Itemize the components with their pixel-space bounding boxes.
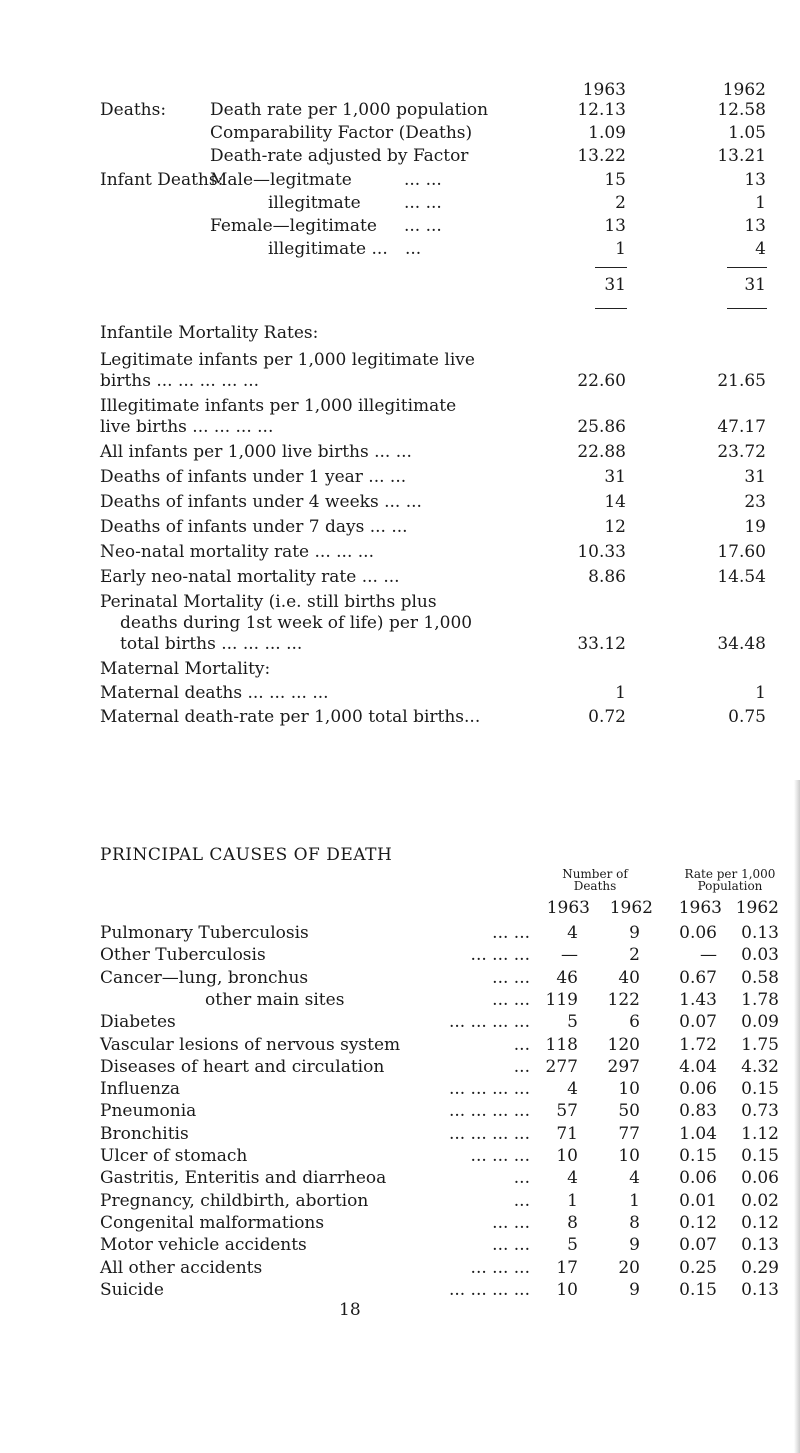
cause-row-n1963: — — [561, 945, 578, 966]
cause-row-r1963: 0.15 — [679, 1279, 717, 1300]
infantile-row-1962: 23.72 — [717, 442, 766, 462]
infantile-row-1962: 23 — [744, 492, 766, 512]
cause-row-dots: ... ... — [492, 1235, 530, 1256]
year-col-r1963: 1963 — [678, 898, 722, 918]
infant-deaths-total-1962: 31 — [744, 275, 766, 295]
cause-row-r1962: 1.78 — [741, 989, 779, 1010]
total-rule-1963 — [595, 308, 627, 309]
deaths-row-1962: 13.21 — [717, 146, 766, 166]
infantile-row-label: All infants per 1,000 live births ... ... — [100, 442, 412, 462]
infantile-row-line1: Legitimate infants per 1,000 legitimate live — [100, 350, 475, 370]
cause-row-dots: ... — [513, 1034, 530, 1055]
cause-row-label: Bronchitis — [100, 1123, 189, 1144]
cause-row-dots: ... — [513, 1190, 530, 1211]
cause-row-r1962: 0.13 — [741, 1279, 779, 1300]
cause-row-r1963: 4.04 — [679, 1056, 717, 1077]
cause-row-label: Other Tuberculosis — [100, 945, 266, 966]
cause-row-r1963: 0.07 — [679, 1012, 717, 1033]
cause-row-r1963: 1.43 — [679, 989, 717, 1010]
infantile-row-1963: 8.86 — [588, 567, 626, 587]
infant-deaths-row-label: Male—legitmate — [210, 170, 352, 190]
infantile-row-1963: 25.86 — [577, 417, 626, 437]
infant-deaths-label: Infant Deaths: — [100, 170, 224, 190]
infantile-heading: Infantile Mortality Rates: — [100, 323, 319, 343]
cause-row-dots: ... ... — [492, 967, 530, 988]
cause-row-r1962: 0.58 — [741, 967, 779, 988]
infantile-row-1962: 21.65 — [717, 371, 766, 391]
cause-row-n1963: 1 — [567, 1190, 578, 1211]
year-col-n1963: 1963 — [546, 898, 590, 918]
cause-row-r1963: 0.01 — [679, 1190, 717, 1211]
deaths-row-1963: 1.09 — [588, 123, 626, 143]
deaths-label: Deaths: — [100, 100, 167, 120]
cause-row-r1962: 0.29 — [741, 1257, 779, 1278]
cause-row-r1962: 0.73 — [741, 1101, 779, 1122]
col-group-deaths-line2: Deaths — [573, 879, 617, 893]
deaths-row-label: Comparability Factor (Deaths) — [210, 123, 473, 143]
infant-deaths-row-1962: 4 — [755, 239, 766, 259]
infantile-row-label: Neo-natal mortality rate ... ... ... — [100, 542, 374, 562]
infantile-row-1963: 31 — [604, 467, 626, 487]
maternal-row-1963: 1 — [615, 683, 626, 703]
cause-row-r1962: 1.12 — [741, 1123, 779, 1144]
cause-row-n1963: 10 — [556, 1146, 578, 1166]
infantile-row-1963: 10.33 — [577, 542, 626, 562]
cause-row-n1963: 71 — [556, 1123, 578, 1144]
cause-row-label: Ulcer of stomach — [100, 1146, 248, 1166]
cause-row-r1962: 0.12 — [741, 1212, 779, 1233]
infant-deaths-row-1962: 13 — [744, 170, 766, 190]
cause-row-n1962: 40 — [618, 967, 640, 988]
infantile-row-line1: Perinatal Mortality (i.e. still births plus — [100, 592, 437, 612]
infantile-row-line1: Illegitimate infants per 1,000 illegitimate — [100, 396, 457, 416]
cause-row-dots: ... ... ... — [470, 1146, 530, 1166]
cause-row-label: Gastritis, Enteritis and diarrheoa — [100, 1168, 387, 1189]
causes-heading: PRINCIPAL CAUSES OF DEATH — [100, 845, 393, 865]
deaths-row-label: Death-rate adjusted by Factor — [210, 146, 469, 166]
infantile-row-1963: 33.12 — [577, 634, 626, 654]
cause-row-dots: ... ... ... ... — [448, 1079, 530, 1100]
year-header-1962: 1962 — [722, 80, 766, 100]
cause-row-n1963: 118 — [545, 1034, 578, 1055]
cause-row-r1963: 1.72 — [679, 1034, 717, 1055]
cause-row-n1963: 4 — [567, 1079, 578, 1100]
cause-row-r1962: 0.03 — [741, 945, 779, 966]
cause-row-r1962: 4.32 — [741, 1056, 779, 1077]
cause-row-r1963: 0.06 — [679, 923, 717, 943]
infant-deaths-row-dots: ... ... — [404, 216, 442, 236]
cause-row-dots: ... ... ... ... — [448, 1012, 530, 1033]
cause-row-n1963: 8 — [567, 1212, 578, 1233]
cause-row-r1962: 0.02 — [741, 1190, 779, 1211]
cause-row-n1962: 9 — [629, 1235, 640, 1256]
cause-row-label: Suicide — [100, 1279, 164, 1300]
infantile-row-line1b: deaths during 1st week of life) per 1,000 — [120, 613, 473, 633]
infant-deaths-row-label: Female—legitimate — [210, 216, 377, 236]
cause-row-r1963: 0.12 — [679, 1212, 717, 1233]
infantile-row-label: births ... ... ... ... ... — [100, 371, 260, 391]
infantile-row-1962: 14.54 — [717, 567, 766, 587]
cause-row-label: Cancer—lung, bronchus — [100, 967, 309, 988]
cause-row-n1963: 46 — [556, 967, 578, 988]
cause-row-n1962: 122 — [607, 989, 640, 1010]
cause-row-n1962: 1 — [629, 1190, 640, 1211]
cause-row-n1962: 77 — [618, 1123, 640, 1144]
cause-row-dots: ... ... ... — [470, 945, 530, 966]
cause-row-n1962: 9 — [629, 923, 640, 943]
cause-row-r1962: 0.13 — [741, 923, 779, 943]
cause-row-n1963: 277 — [545, 1056, 578, 1077]
cause-row-n1963: 57 — [556, 1101, 578, 1122]
infant-deaths-row-1962: 1 — [755, 193, 766, 213]
cause-row-r1962: 0.15 — [741, 1079, 779, 1100]
cause-row-n1963: 17 — [556, 1257, 578, 1278]
year-col-n1962: 1962 — [609, 898, 653, 918]
deaths-row-label: Death rate per 1,000 population — [210, 100, 489, 120]
cause-row-r1963: 0.07 — [679, 1235, 717, 1256]
infantile-row-1963: 22.88 — [577, 442, 626, 462]
infant-deaths-row-dots: ... ... — [404, 193, 442, 213]
subtotal-rule-1963 — [595, 267, 627, 268]
infantile-row-label: Early neo-natal mortality rate ... ... — [100, 567, 400, 587]
cause-row-label: Pulmonary Tuberculosis — [100, 923, 309, 943]
subtotal-rule-1962 — [727, 267, 767, 268]
infantile-row-label: total births ... ... ... ... — [120, 634, 303, 654]
infant-deaths-row-label: illegitmate — [268, 193, 361, 213]
cause-row-r1963: 0.67 — [679, 967, 717, 988]
infant-deaths-row-label: illegitimate ... — [268, 239, 388, 259]
cause-row-n1962: 50 — [618, 1101, 640, 1122]
infantile-row-label: Deaths of infants under 1 year ... ... — [100, 467, 407, 487]
cause-row-label: Pneumonia — [100, 1101, 197, 1122]
deaths-row-1962: 12.58 — [717, 100, 766, 120]
deaths-row-1963: 13.22 — [577, 146, 626, 166]
cause-row-r1962: 0.13 — [741, 1235, 779, 1256]
year-col-r1962: 1962 — [735, 898, 779, 918]
cause-row-n1963: 5 — [567, 1235, 578, 1256]
infant-deaths-row-1962: 13 — [744, 216, 766, 236]
cause-row-label: Influenza — [100, 1079, 181, 1100]
maternal-row-label: Maternal death-rate per 1,000 total births... — [100, 707, 481, 727]
deaths-row-1962: 1.05 — [728, 123, 766, 143]
infantile-row-1962: 47.17 — [717, 417, 766, 437]
cause-row-n1962: 10 — [618, 1146, 640, 1166]
cause-row-r1962: 0.15 — [741, 1146, 779, 1166]
infantile-row-1963: 12 — [604, 517, 626, 537]
cause-row-dots: ... ... ... ... — [448, 1123, 530, 1144]
col-group-rate-line2: Population — [697, 879, 763, 893]
cause-row-n1962: 9 — [629, 1279, 640, 1300]
deaths-row-1963: 12.13 — [577, 100, 626, 120]
cause-row-r1963: 1.04 — [679, 1123, 717, 1144]
cause-row-dots: ... ... — [492, 989, 530, 1010]
cause-row-dots: ... ... ... ... — [448, 1279, 530, 1300]
cause-row-r1962: 1.75 — [741, 1034, 779, 1055]
maternal-row-label: Maternal deaths ... ... ... ... — [100, 683, 329, 703]
infant-deaths-total-1963: 31 — [604, 275, 626, 295]
cause-row-label: Diseases of heart and circulation — [100, 1056, 385, 1077]
cause-row-r1963: 0.06 — [679, 1168, 717, 1189]
cause-row-dots: ... ... — [492, 923, 530, 943]
cause-row-dots: ... ... ... — [470, 1257, 530, 1278]
cause-row-label: Diabetes — [100, 1012, 176, 1033]
cause-row-n1963: 5 — [567, 1012, 578, 1033]
cause-row-label: All other accidents — [100, 1257, 263, 1278]
maternal-row-1963: 0.72 — [588, 707, 626, 727]
infantile-row-1962: 34.48 — [717, 634, 766, 654]
cause-row-dots: ... — [513, 1056, 530, 1077]
cause-row-r1963: 0.15 — [679, 1146, 717, 1166]
col-group-deaths-line1: Number of — [562, 867, 628, 881]
cause-row-n1963: 10 — [556, 1279, 578, 1300]
cause-row-label: Pregnancy, childbirth, abortion — [100, 1190, 369, 1211]
infantile-row-1963: 14 — [604, 492, 626, 512]
infant-deaths-row-1963: 1 — [615, 239, 626, 259]
cause-row-r1963: 0.06 — [679, 1079, 717, 1100]
cause-row-n1963: 119 — [545, 989, 578, 1010]
cause-row-n1962: 297 — [607, 1056, 640, 1077]
page-number: 18 — [339, 1300, 361, 1320]
cause-row-n1963: 4 — [567, 923, 578, 943]
infantile-row-label: live births ... ... ... ... — [100, 417, 274, 437]
cause-row-label: Congenital malformations — [100, 1212, 325, 1233]
total-rule-1962 — [727, 308, 767, 309]
cause-row-label: other main sites — [205, 989, 345, 1010]
cause-row-n1962: 8 — [629, 1212, 640, 1233]
infantile-row-1962: 19 — [744, 517, 766, 537]
cause-row-r1963: 0.25 — [679, 1257, 717, 1278]
cause-row-r1963: 0.83 — [679, 1101, 717, 1122]
cause-row-r1963: — — [700, 945, 717, 966]
cause-row-label: Motor vehicle accidents — [100, 1235, 307, 1256]
maternal-heading: Maternal Mortality: — [100, 659, 271, 679]
infant-deaths-row-1963: 2 — [615, 193, 626, 213]
maternal-row-1962: 0.75 — [728, 707, 766, 727]
infantile-row-1962: 31 — [744, 467, 766, 487]
cause-row-n1962: 20 — [618, 1257, 640, 1278]
cause-row-n1963: 4 — [567, 1168, 578, 1189]
infantile-row-1963: 22.60 — [577, 371, 626, 391]
col-group-rate-line1: Rate per 1,000 — [684, 867, 776, 881]
infant-deaths-row-dots: ... — [405, 239, 422, 259]
cause-row-dots: ... ... — [492, 1212, 530, 1233]
cause-row-dots: ... ... ... ... — [448, 1101, 530, 1122]
cause-row-label: Vascular lesions of nervous system — [100, 1034, 401, 1055]
infantile-row-1962: 17.60 — [717, 542, 766, 562]
cause-row-n1962: 10 — [618, 1079, 640, 1100]
year-header-1963: 1963 — [582, 80, 626, 100]
infantile-row-label: Deaths of infants under 7 days ... ... — [100, 517, 408, 537]
infantile-row-label: Deaths of infants under 4 weeks ... ... — [100, 492, 422, 512]
cause-row-r1962: 0.06 — [741, 1168, 779, 1189]
cause-row-dots: ... — [513, 1168, 530, 1189]
infant-deaths-row-dots: ... ... — [404, 170, 442, 190]
infant-deaths-row-1963: 13 — [604, 216, 626, 236]
infant-deaths-row-1963: 15 — [604, 170, 626, 190]
cause-row-n1962: 6 — [629, 1012, 640, 1033]
cause-row-n1962: 4 — [629, 1168, 640, 1189]
cause-row-r1962: 0.09 — [741, 1012, 779, 1033]
cause-row-n1962: 120 — [607, 1034, 640, 1055]
maternal-row-1962: 1 — [755, 683, 766, 703]
cause-row-n1962: 2 — [629, 945, 640, 966]
scan-edge — [794, 780, 800, 1453]
